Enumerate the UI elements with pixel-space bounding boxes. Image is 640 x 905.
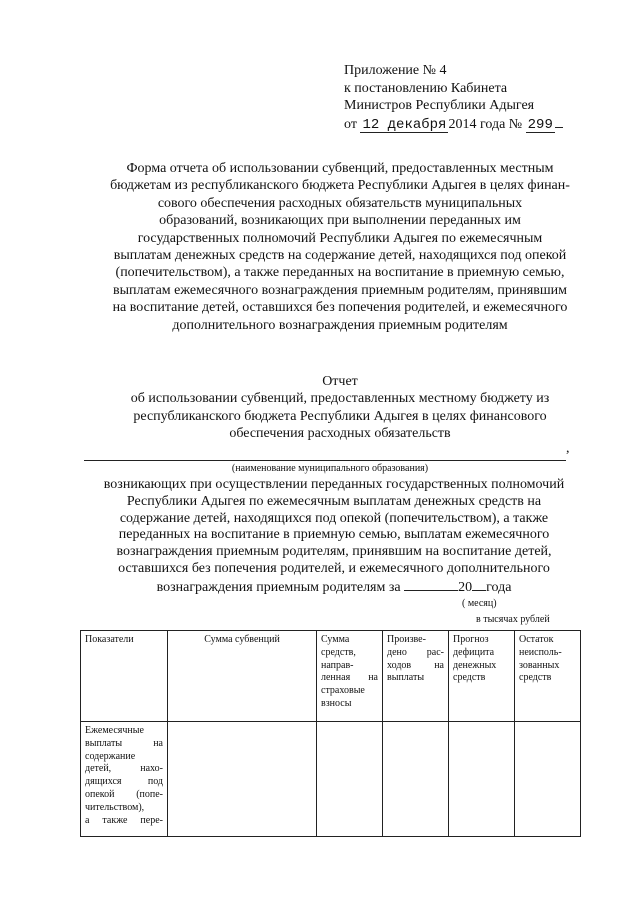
header-cell: Сумма средств, направ- ленная на страховые взносы xyxy=(317,631,383,722)
report-title-line: об использовании субвенций, предоставленных местному бюджету из xyxy=(130,391,550,407)
report-title-line: обеспечения расходных обязательств xyxy=(229,426,451,442)
body-line: переданных на воспитание в приемную семью, выплатам ежемесячного xyxy=(118,527,550,543)
header-cell: Остаток неисполь- зованных средств xyxy=(515,631,581,722)
report-title-line: республиканского бюджета Республики Адыгея в целях финансового xyxy=(133,408,547,424)
units-label: в тысячах рублей xyxy=(476,614,550,625)
year-suffix: года xyxy=(486,579,512,595)
row-label-cell: Ежемесячные выплаты на содержание детей, нахо- дящихся под опекой (попе- чительством), а также пере- xyxy=(81,722,168,837)
table-cell[interactable] xyxy=(317,722,383,837)
report-table xyxy=(80,630,581,837)
report-title xyxy=(80,373,600,443)
report-body-text xyxy=(84,477,584,597)
municipality-name-caption: (наименование муниципального образования) xyxy=(231,463,429,474)
year-prefix: 20 xyxy=(458,579,473,595)
appendix-header xyxy=(344,62,604,133)
form-title xyxy=(80,160,600,334)
month-caption: ( месяц) xyxy=(462,598,497,609)
body-line: вознаграждения приемным родителям, принявшим на воспитание детей, xyxy=(116,544,552,560)
table-cell[interactable] xyxy=(168,722,317,837)
body-line: Республики Адыгея по ежемесячным выплатам денежных средств на xyxy=(126,493,542,509)
header-cell: Сумма субвенций xyxy=(168,631,317,722)
month-field[interactable] xyxy=(404,578,458,591)
body-line: возникающих при осуществлении переданных государственных полномочий xyxy=(103,477,565,492)
date-prefix: от xyxy=(344,116,357,132)
header-cell: Прогноз дефицита денежных средств xyxy=(449,631,515,722)
table-cell[interactable] xyxy=(515,722,581,837)
body-last-text: вознаграждения приемным родителям за xyxy=(156,579,401,595)
table-header-row xyxy=(81,631,581,722)
appendix-line: к постановлению Кабинета xyxy=(344,80,508,96)
form-title-line: государственных полномочий Республики Адыгея по ежемесячным xyxy=(137,230,543,246)
appendix-line: Министров Республики Адыгея xyxy=(344,98,535,113)
number-underline xyxy=(555,115,563,128)
form-title-line: на воспитание детей, оставшихся без попечения родителей, и ежемесячного xyxy=(112,300,568,316)
report-heading: Отчет xyxy=(322,374,358,389)
decree-number: 299 xyxy=(527,116,553,133)
body-line: оставшихся без попечения родителей, и ежемесячного дополнительного xyxy=(118,560,550,576)
municipality-name-field[interactable] xyxy=(84,450,566,461)
appendix-line: Приложение № 4 xyxy=(344,63,447,78)
form-title-line: выплатам денежных средств на содержание детей, находящихся под опекой xyxy=(113,248,567,264)
form-title-line: бюджетам из республиканского бюджета Республики Адыгея в целях финан- xyxy=(110,178,570,194)
header-cell: Показатели xyxy=(81,631,168,722)
form-title-line: выплатам ежемесячного вознаграждения приемным родителям, принявшим xyxy=(112,282,568,298)
appendix-date-line xyxy=(344,115,604,134)
year-field[interactable] xyxy=(472,578,486,591)
form-title-line: (попечительством), а также переданных на воспитание в приемную семью, xyxy=(115,265,565,281)
table-row xyxy=(81,722,581,837)
form-title-line: образований, возникающих при выполнении переданных им xyxy=(159,213,521,229)
date-day-month: 12 декабря xyxy=(362,116,447,133)
date-year: 2014 года № xyxy=(448,116,523,132)
name-comma: , xyxy=(566,441,570,456)
body-line: содержание детей, находящихся под опекой (попечительством), а также xyxy=(119,510,549,526)
table-cell[interactable] xyxy=(383,722,449,837)
header-cell: Произве- дено рас- ходов на выплаты xyxy=(383,631,449,722)
form-title-line: сового обеспечения расходных обязательств муниципальных xyxy=(157,195,523,211)
form-title-line: Форма отчета об использовании субвенций, предоставленных местным xyxy=(126,161,554,176)
table-cell[interactable] xyxy=(449,722,515,837)
body-last-line xyxy=(84,578,584,597)
form-title-line: дополнительного вознаграждения приемным родителям xyxy=(172,317,508,333)
